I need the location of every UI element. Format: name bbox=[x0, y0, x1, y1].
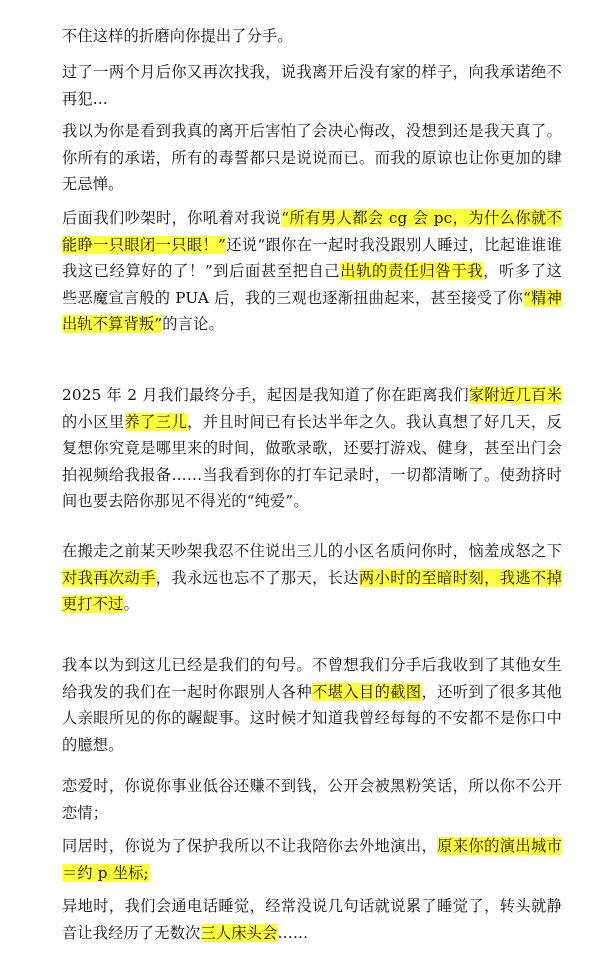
paragraph-text: 我本以为到这儿已经是我们的句号。不曾想我们分手后我收到了其他女生给我发的我们在一起时你跟别人各种 bbox=[62, 656, 562, 701]
highlighted-text: 养了三儿 bbox=[124, 412, 188, 431]
paragraph-text: 我以为你是看到我真的离开后害怕了会决心悔改，没想到还是我天真了。你所有的承诺，所有的毒誓都只是说说而已。而我的原谅也让你更加的肆无忌惮。 bbox=[62, 122, 562, 193]
paragraph bbox=[62, 59, 562, 112]
paragraph-text: 后面我们吵架时，你吼着对我说 bbox=[62, 209, 282, 227]
paragraph-text: ，我永远也忘不了那天，长达 bbox=[155, 568, 360, 587]
highlighted-text: 三人床头会 bbox=[200, 923, 278, 942]
paragraph-text: 同居时，你说为了保护我所以不让我陪你去外地演出， bbox=[62, 837, 438, 855]
paragraph bbox=[62, 382, 562, 515]
paragraph-text: 不住这样的折磨向你提出了分手。 bbox=[62, 27, 293, 45]
highlighted-text: 不堪入目的截图 bbox=[312, 682, 422, 701]
paragraph bbox=[62, 773, 562, 826]
paragraph-text: …… bbox=[277, 923, 309, 942]
paragraph-text: ，听多了这些恶魔宣言般的 PUA 后，我的三观也逐渐扭曲起来，甚至接受了你 bbox=[62, 262, 562, 307]
paragraph bbox=[62, 23, 562, 50]
highlighted-text: 家附近几百米 bbox=[468, 386, 563, 404]
highlighted-text: 两小时的至暗时刻，我逃不掉更打不过 bbox=[62, 568, 562, 613]
paragraph bbox=[62, 538, 562, 618]
paragraph bbox=[62, 118, 562, 198]
paragraph-text: 在搬走之前某天吵架我忍不住说出三儿的小区名质问你时，恼羞成怒之下 bbox=[62, 542, 562, 560]
highlighted-text: 原来你的演出城市＝约 p 坐标; bbox=[62, 837, 562, 882]
highlighted-text: “所有男人都会 cg 会 pc，为什么你就不能睁一只眼闭一只眼！” bbox=[62, 209, 562, 254]
highlighted-text: 对我再次动手 bbox=[62, 568, 156, 587]
paragraph-text: ，并且时间已有长达半年之久。我认真想了好几天，反复想你究竟是哪里来的时间，做歌录歌，还要打游戏、健身，甚至出门会拍视频给我报备……当我看到你的打车记录时，一切都清晰了。使劲挤时间也要去陪你那见不得光的“纯爱”。 bbox=[62, 412, 562, 510]
paragraph-text: 恋爱时，你说你事业低谷还赚不到钱，公开会被黑粉笑话，所以你不公开恋情； bbox=[62, 777, 562, 822]
paragraph bbox=[62, 833, 562, 886]
paragraph bbox=[62, 893, 562, 946]
paragraph bbox=[62, 205, 562, 338]
paragraph-text: 过了一两个月后你又再次找我，说我离开后没有家的样子，向我承诺绝不再犯... bbox=[62, 63, 562, 108]
paragraph-text: 2025 年 2 月我们最终分手，起因是我知道了你在距离我们 bbox=[62, 386, 469, 404]
paragraph-text: 的言论。 bbox=[162, 315, 224, 333]
paragraph-text: 异地时，我们会通电话睡觉，经常没说几句话就说累了睡觉了，转头就静音让我经历了无数次 bbox=[62, 897, 562, 942]
highlighted-text: 出轨的责任归咎于我 bbox=[340, 262, 484, 280]
paragraph bbox=[62, 652, 562, 758]
paragraph-text: ，还听到了很多其他人亲眼所见的你的龌龊事。这时候才知道我曾经每每的不安都不是你口中的臆想。 bbox=[62, 682, 563, 754]
paragraph-text: 还说“跟你在一起时我没跟别人睡过，比起谁谁谁我这已经算好的了！”到后面甚至把自己 bbox=[62, 235, 562, 280]
paragraph-text: 。 bbox=[123, 595, 139, 613]
highlighted-text: “精神出轨不算背叛” bbox=[62, 288, 562, 333]
paragraph-text: 的小区里 bbox=[62, 412, 125, 431]
